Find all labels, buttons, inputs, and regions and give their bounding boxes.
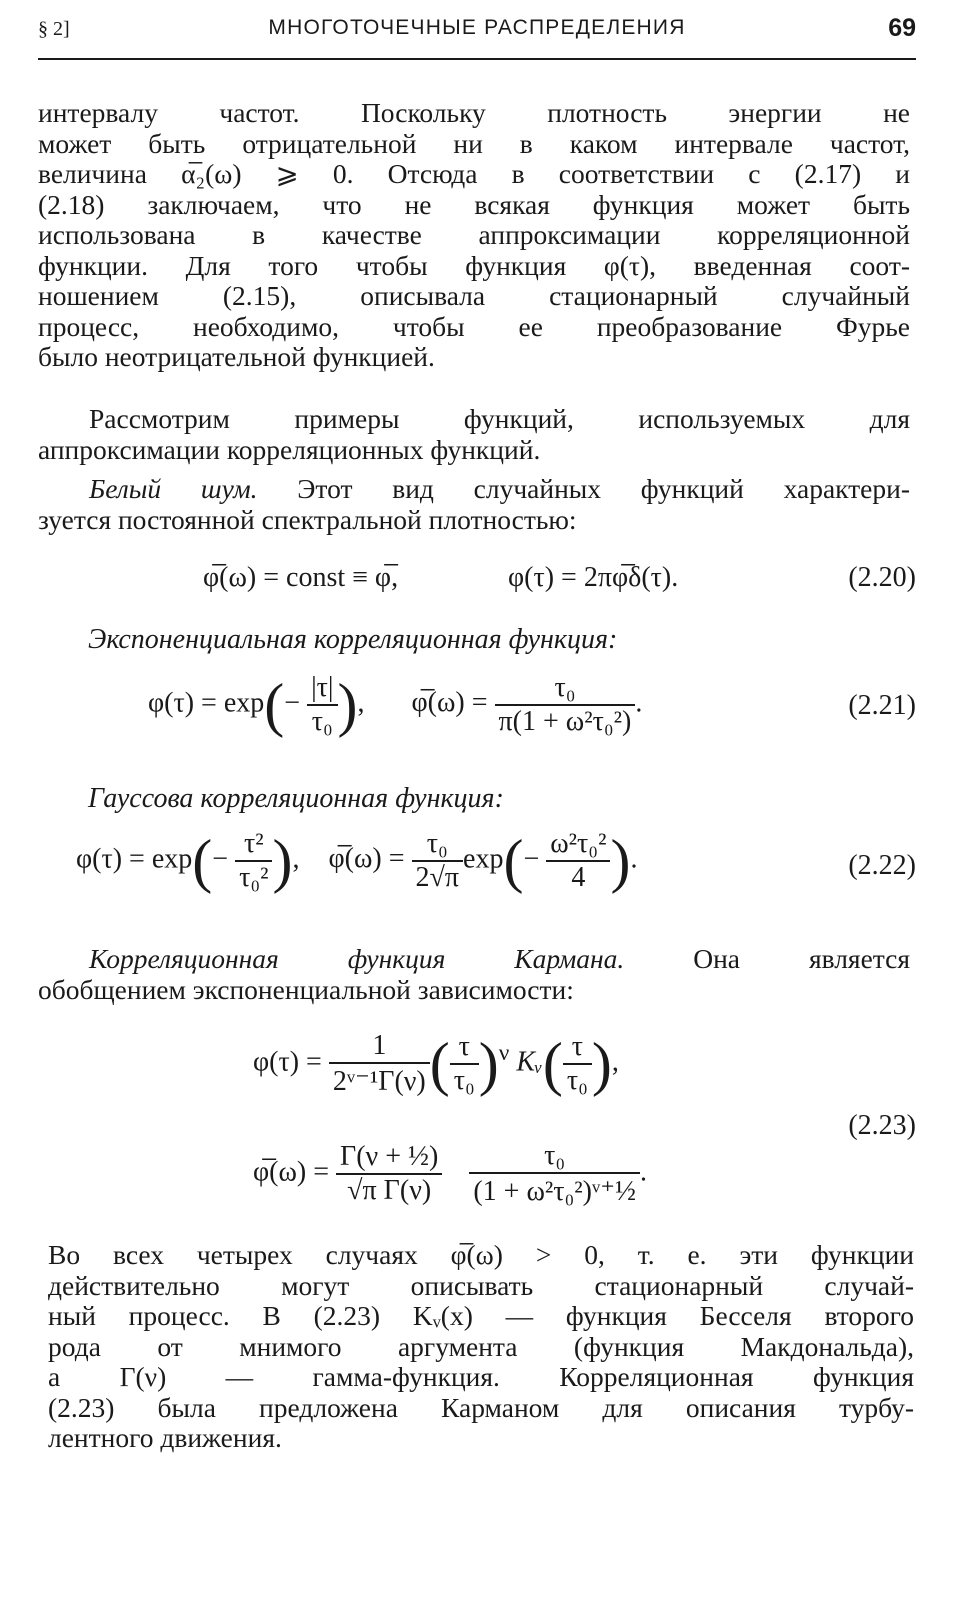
text-line: функции. Для того чтобы функция φ(τ), введенная соот- (38, 249, 910, 281)
fraction (546, 828, 610, 894)
fraction (563, 1031, 592, 1097)
frac-den: τ₀ (311, 706, 333, 737)
fraction (450, 1031, 479, 1097)
paren: ) (591, 1031, 612, 1097)
equation-2-22 (38, 828, 916, 918)
eq-phi-line (253, 1030, 619, 1098)
equation-2-21 (38, 672, 916, 752)
text-line: (2.23) была предложена Карманом для описания турбу- (48, 1391, 914, 1423)
frac-num: τ (450, 1031, 479, 1065)
section-number: § 2] (38, 18, 70, 40)
fraction (336, 1141, 442, 1207)
equation-number: (2.23) (848, 1110, 916, 1141)
frac-num: τ₀ (495, 672, 636, 706)
gauss-heading: Гауссова корреляционная функция: (88, 783, 504, 814)
eq-left: φ̅(ω) = const ≡ φ̅, (203, 562, 399, 593)
eq-lhs: φ(τ) = exp (76, 843, 193, 875)
paren: ) (272, 828, 293, 894)
paragraph-1 (38, 98, 910, 373)
equation-2-20 (38, 562, 916, 602)
fraction (412, 828, 464, 894)
paren: ( (264, 672, 285, 738)
page-number: 69 (888, 14, 916, 42)
minus: − (212, 843, 229, 875)
text-line: обобщением экспоненциальной зависимости: (38, 973, 574, 1005)
text-line: процесс, необходимо, чтобы ее преобразование Фурье (38, 310, 910, 342)
frac-num: 1 (329, 1030, 430, 1064)
frac-num: |τ| (307, 672, 337, 706)
text-line: величина α̅₂(ω) ⩾ 0. Отсюда в соответствии с (2.17) и (38, 158, 910, 189)
text-line: рода от мнимого аргумента (функция Макдональда), (48, 1330, 914, 1362)
paragraph-4 (38, 944, 910, 1005)
eq-lhs2: φ̅(ω) = (253, 1156, 330, 1188)
text-line: действительно могут описывать стационарный случай- (48, 1269, 914, 1301)
text-line: было неотрицательной функцией. (38, 341, 435, 372)
paragraph-5 (48, 1240, 914, 1454)
eq-lhs2: φ̅(ω) = (328, 843, 405, 875)
eq-right: φ(τ) = 2πφ̅δ(τ). (508, 562, 679, 593)
frac-den: (1 + ω²τ₀²)ᵛ⁺½ (473, 1176, 637, 1207)
text-line: может быть отрицательной ни в каком интервале частот, (38, 127, 910, 159)
text-line: зуется постоянной спектральной плотностью: (38, 503, 577, 535)
exp-heading: Экспоненциальная корреляционная функция: (88, 624, 618, 655)
text-span: Она является (624, 943, 910, 974)
text-line: а Γ(ν) — гамма-функция. Корреляционная функция (48, 1361, 914, 1392)
exponent: ν (498, 1040, 510, 1067)
equation-number: (2.22) (848, 850, 916, 881)
frac-den: 2ᵛ⁻¹Γ(ν) (332, 1066, 426, 1097)
equation-2-23 (38, 1030, 916, 1220)
frac-den: π(1 + ω²τ₀²) (498, 706, 632, 737)
paren: ) (337, 672, 358, 738)
frac-den: 2√π (415, 862, 460, 893)
paragraph-3 (38, 474, 910, 535)
fraction (469, 1140, 640, 1208)
paren: ( (192, 828, 213, 894)
eq-phibar-line (253, 1140, 647, 1208)
text-line: аппроксимации корреляционных функций. (38, 433, 541, 465)
running-header (38, 14, 916, 48)
frac-den: √π Γ(ν) (347, 1175, 432, 1206)
minus: − (284, 687, 301, 719)
equation-number: (2.20) (848, 562, 916, 593)
dot: . (640, 1156, 648, 1188)
text-line: интервалу частот. Поскольку плотность энергии не (38, 97, 910, 128)
comma: , (292, 843, 300, 875)
frac-den: τ₀ (566, 1065, 588, 1096)
comma: , (611, 1046, 619, 1078)
text-line: лентного движения. (48, 1422, 282, 1453)
paren: ) (478, 1031, 499, 1097)
minus: − (523, 843, 540, 875)
text-line (38, 944, 910, 975)
text-line: Рассмотрим примеры функций, используемых для (89, 403, 910, 434)
fraction (495, 672, 636, 738)
frac-den: τ₀² (239, 862, 269, 893)
bessel-k: Kᵥ (516, 1046, 543, 1078)
text-line: ношением (2.15), описывала стационарный случайный (38, 280, 910, 311)
running-title: МНОГОТОЧЕЧНЫЕ РАСПРЕДЕЛЕНИЯ (268, 16, 686, 39)
frac-num: Γ(ν + ½) (336, 1141, 442, 1175)
frac-num: τ² (235, 828, 272, 862)
eq-lhs2: φ̅(ω) = (411, 687, 488, 719)
paragraph-2 (38, 404, 910, 465)
white-noise-term: Белый шум. (89, 473, 258, 504)
text-line: ный процесс. В (2.23) Kᵥ(x) — функция Бесселя второго (48, 1300, 914, 1331)
frac-num: τ₀ (469, 1140, 640, 1174)
paren: ) (610, 828, 631, 894)
eq-lhs: φ(τ) = (253, 1046, 322, 1078)
text-span: Этот вид случайных функций характери- (257, 473, 910, 504)
frac-num: ω²τ₀² (546, 828, 610, 862)
text-line: Во всех четырех случаях φ̅(ω) > 0, т. е. эти функции (48, 1239, 914, 1270)
paren: ( (429, 1031, 450, 1097)
paren: ( (542, 1031, 563, 1097)
header-rule (38, 58, 916, 60)
frac-num: τ (563, 1031, 592, 1065)
frac-den: 4 (571, 862, 586, 893)
dot: . (635, 687, 643, 719)
karman-term: Корреляционная функция Кармана. (89, 943, 625, 974)
text-line: (2.18) заключаем, что не всякая функция может быть (38, 188, 910, 220)
dot: . (630, 843, 638, 875)
comma: , (357, 687, 365, 719)
frac-num: τ₀ (412, 828, 464, 862)
frac-den: τ₀ (453, 1065, 475, 1096)
paren: ( (503, 828, 524, 894)
exp-word: exp (463, 843, 504, 875)
text-line (38, 474, 910, 505)
fraction (235, 828, 272, 894)
eq-lhs: φ(τ) = exp (148, 687, 265, 719)
equation-number: (2.21) (848, 690, 916, 721)
fraction (329, 1030, 430, 1098)
text-line: использована в качестве аппроксимации корреляционной (38, 219, 910, 250)
fraction (307, 672, 337, 738)
